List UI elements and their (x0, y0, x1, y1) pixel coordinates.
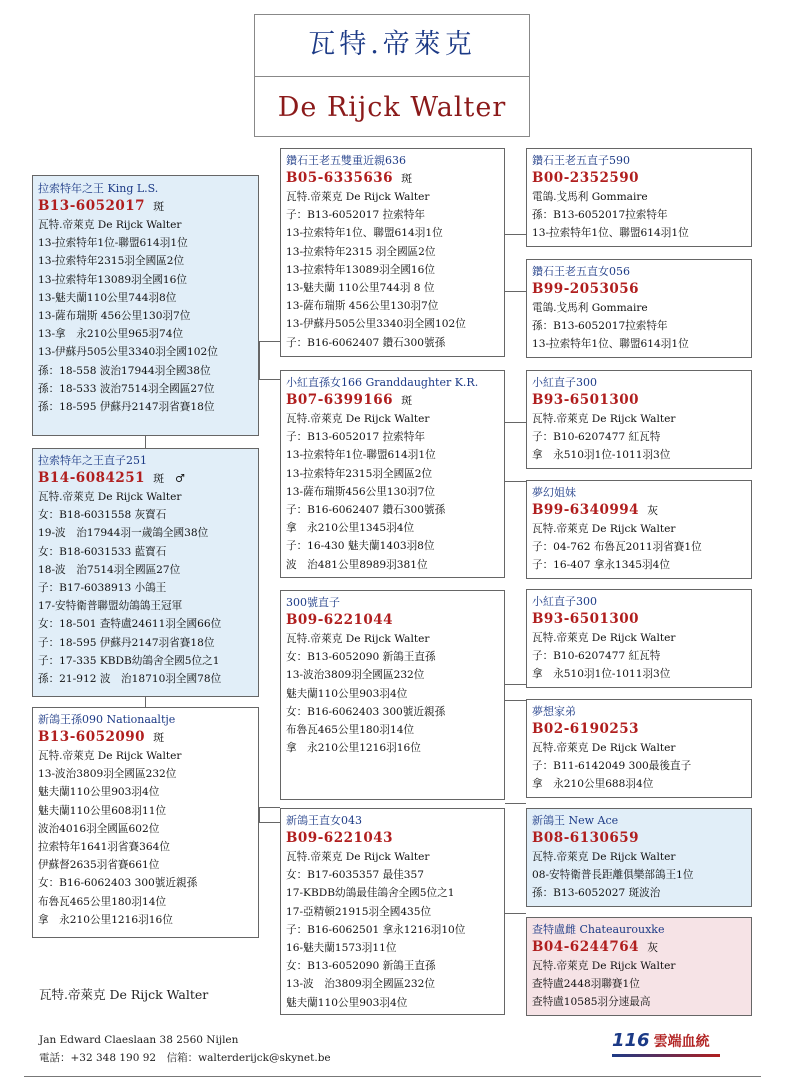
pigeon-title: 鑽石王老五雙重近親636 (286, 154, 406, 167)
color-tag: 斑 (153, 200, 165, 213)
result-line: 瓦特.帝萊克 De Rijck Walter (532, 960, 676, 972)
sss-box (526, 148, 752, 247)
pigeon-title: 新鴿王直女043 (286, 814, 362, 827)
result-line: 13-魅夫蘭 110公里744羽 8 位 (286, 282, 435, 295)
result-line: 子：B17-6038913 小鴿王 (38, 582, 167, 595)
result-line: 女：B17-6035357 最佳357 (286, 869, 424, 882)
ring-code: B04-6244764 (532, 939, 640, 955)
result-line: 孫：18-533 波治7514羽全國區27位 (38, 382, 215, 395)
connector-sire-sd (259, 341, 260, 379)
result-line: 孫：18-558 波治17944羽全國38位 (38, 364, 211, 377)
sire-dam-box (280, 370, 505, 578)
dam-dam-box (280, 808, 505, 1015)
result-line: 子：18-595 伊蘇丹2147羽省賽18位 (38, 636, 215, 649)
ring-number (38, 197, 253, 216)
ring-number (532, 938, 746, 957)
connector-dam-dd-h (259, 822, 280, 823)
result-line: 17-KBDB幼鴿最佳鴿舍全國5位之1 (286, 887, 455, 900)
result-line: 孫：B13-6052027 斑波治 (532, 887, 661, 900)
color-tag: 灰 (647, 504, 659, 517)
result-line: 女：18-501 查特盧24611羽全國66位 (38, 618, 222, 631)
result-line: 13-魅夫蘭110公里744羽8位 (38, 291, 177, 304)
result-line: 13-拉索特年13089羽全國16位 (286, 263, 435, 276)
ring-code: B08-6130659 (532, 830, 640, 846)
pigeon-title: 新鴿王 New Ace (532, 814, 619, 827)
result-line: 19-波 治17944羽一歲鴿全國38位 (38, 527, 209, 540)
result-line: 女：B16-6062403 300號近親孫 (38, 877, 198, 890)
result-line: 瓦特.帝萊克 De Rijck Walter (286, 191, 430, 203)
result-line: 女：B18-6031558 灰寶石 (38, 509, 167, 522)
ring-number (286, 611, 499, 630)
pigeon-title: 300號直子 (286, 596, 340, 609)
dss-box (526, 589, 752, 688)
result-line: 瓦特.帝萊克 De Rijck Walter (532, 742, 676, 754)
result-line: 17-安特衛普聯盟幼鴿鴿王冠軍 (38, 600, 183, 613)
result-line: 08-安特衛普長距離俱樂部鴿王1位 (532, 869, 694, 882)
result-line: 瓦特.帝萊克 De Rijck Walter (286, 413, 430, 425)
owner-name-cn: 瓦特.帝萊克 (255, 15, 529, 77)
result-line: 13-拉索特年1位、聯盟614羽1位 (286, 227, 443, 240)
ring-code: B02-6190253 (532, 721, 640, 737)
ring-number (532, 169, 746, 188)
ring-number (532, 610, 746, 629)
result-line: 拿 永510羽1位-1011羽3位 (532, 668, 671, 681)
logo-text: 雲端血統 (653, 1034, 710, 1050)
ring-code: B00-2352590 (532, 170, 640, 186)
ssd-box (526, 259, 752, 358)
pigeon-title: 新鴿王孫090 Nationaaltje (38, 713, 176, 726)
result-line: 13-伊蘇丹505公里3340羽全國102位 (286, 318, 466, 331)
result-line: 13-薩布瑞斯 456公里130羽7位 (286, 300, 439, 313)
dds-box (526, 808, 752, 907)
result-line: 孫：B13-6052017拉索特年 (532, 209, 668, 222)
pigeon-title: 拉索特年之王 King L.S. (38, 182, 159, 195)
result-line: 13-薩布瑞斯456公里130羽7位 (286, 485, 435, 498)
result-line: 女：B16-6062403 300號近親孫 (286, 705, 446, 718)
result-line: 子：B16-6062501 拿永1216羽10位 (286, 923, 466, 936)
result-line: 女：B13-6052090 新鴿王直孫 (286, 960, 436, 973)
ring-number (38, 728, 253, 747)
result-line: 13-拉索特年1位、聯盟614羽1位 (532, 227, 689, 240)
result-line: 查特盧2448羽聯賽1位 (532, 978, 640, 991)
signature: 瓦特.帝萊克 De Rijck Walter (39, 987, 209, 1002)
result-line: 16-魅夫蘭1573羽11位 (286, 942, 397, 955)
result-line: 子：B13-6052017 拉索特年 (286, 431, 425, 444)
connector-dam-ds (259, 807, 280, 808)
result-line: 13-伊蘇丹505公里3340羽全國102位 (38, 346, 218, 359)
result-line: 波治4016羽全國區602位 (38, 822, 160, 835)
result-line: 孫：21-912 波 治18710羽全國78位 (38, 673, 222, 686)
result-line: 拿 永210公里688羽4位 (532, 778, 654, 791)
result-line: 女：B18-6031533 藍寶石 (38, 545, 167, 558)
result-line: 子：16-407 拿永1345羽4位 (532, 559, 670, 572)
result-line: 瓦特.帝萊克 De Rijck Walter (38, 219, 182, 231)
pigeon-title: 拉索特年之王直子251 (38, 454, 147, 467)
ring-code: B14-6084251 (38, 470, 146, 486)
result-line: 瓦特.帝萊克 De Rijck Walter (286, 633, 430, 645)
result-line: 13-薩布瑞斯 456公里130羽7位 (38, 310, 191, 323)
sds-box (526, 370, 752, 469)
result-line: 布魯瓦465公里180羽14位 (286, 724, 415, 737)
ring-number (532, 391, 746, 410)
connector-ds-dsd (505, 700, 526, 701)
result-line: 子：B10-6207477 紅瓦特 (532, 431, 661, 444)
connector-sd-sdd (505, 481, 526, 482)
result-line: 魅夫蘭110公里903羽4位 (286, 996, 408, 1009)
connector-dd-dds (505, 803, 526, 804)
ring-number (532, 829, 746, 848)
connector-subject-dam (145, 697, 146, 707)
color-tag: 斑 (401, 394, 413, 407)
connector-ss-sss (505, 234, 526, 235)
ring-number (286, 169, 499, 188)
ring-number (38, 469, 253, 488)
result-line: 拉索特年1641羽省賽364位 (38, 841, 170, 854)
result-line: 瓦特.帝萊克 De Rijck Walter (532, 523, 676, 535)
result-line: 伊蘇督2635羽省賽661位 (38, 859, 160, 872)
result-line: 17-亞精頓21915羽全國435位 (286, 905, 432, 918)
sdd-box (526, 480, 752, 579)
connector-dd-ddd (505, 913, 526, 914)
contact-info: 電話：+32 348 190 92 信箱：walterderijck@skynet.be (39, 1052, 331, 1064)
result-line: 13-拉索特年2315羽全國區2位 (286, 467, 433, 480)
result-line: 瓦特.帝萊克 De Rijck Walter (532, 851, 676, 863)
result-line: 瓦特.帝萊克 De Rijck Walter (38, 750, 182, 762)
ring-number (286, 391, 499, 410)
pigeon-title: 小紅直孫女166 Granddaughter K.R. (286, 376, 479, 389)
result-line: 子：B11-6142049 300最後直子 (532, 760, 692, 773)
ring-code: B09-6221043 (286, 830, 394, 846)
pedigree-header (254, 14, 530, 137)
result-line: 13-波治3809羽全國區232位 (286, 669, 425, 682)
ring-number (532, 280, 746, 299)
pigeon-title: 查特盧雌 Chateaurouxke (532, 923, 665, 936)
result-line: 18-波 治7514羽全國區27位 (38, 563, 181, 576)
result-line: 魅夫蘭110公里608羽11位 (38, 804, 167, 817)
connector-sd-sds (505, 422, 526, 423)
dsd-box (526, 699, 752, 798)
result-line: 瓦特.帝萊克 De Rijck Walter (38, 491, 182, 503)
result-line: 子：B16-6062407 鑽石300號孫 (286, 336, 446, 349)
color-tag: 斑 (401, 172, 413, 185)
result-line: 13-拉索特年1位、聯盟614羽1位 (532, 338, 689, 351)
color-tag: 斑 (153, 731, 165, 744)
ring-code: B99-2053056 (532, 281, 640, 297)
address: Jan Edward Claeslaan 38 2560 Nijlen (39, 1034, 239, 1046)
ring-number (532, 720, 746, 739)
logo (612, 1030, 727, 1060)
result-line: 查特盧10585羽分速最高 (532, 996, 651, 1009)
ring-code: B05-6335636 (286, 170, 394, 186)
pigeon-title: 鑽石王老五直子590 (532, 154, 630, 167)
result-line: 魅夫蘭110公里903羽4位 (286, 687, 408, 700)
result-line: 13-拉索特年2315 羽全國區2位 (286, 245, 436, 258)
ring-code: B93-6501300 (532, 611, 640, 627)
footer-divider (24, 1076, 761, 1077)
result-line: 子：B10-6207477 紅瓦特 (532, 650, 661, 663)
ring-code: B99-6340994 (532, 502, 640, 518)
pigeon-title: 小紅直子300 (532, 376, 597, 389)
ring-number (286, 829, 499, 848)
result-line: 瓦特.帝萊克 De Rijck Walter (286, 851, 430, 863)
connector-sire-sd-h (259, 379, 280, 380)
pigeon-title: 夢想家弟 (532, 705, 576, 718)
ring-code: B13-6052017 (38, 198, 146, 214)
result-line: 拿 永210公里1216羽16位 (286, 742, 421, 755)
ring-code: B09-6221044 (286, 612, 394, 628)
connector-ds-dss (505, 684, 526, 685)
result-line: 子：17-335 KBDB幼鴿舍全國5位之1 (38, 654, 220, 667)
ring-code: B07-6399166 (286, 392, 394, 408)
connector-sire-ss (259, 341, 280, 342)
result-line: 拿 永510羽1位-1011羽3位 (532, 449, 671, 462)
result-line: 女：B13-6052090 新鴿王直孫 (286, 651, 436, 664)
connector-dam-dd-v (259, 807, 260, 823)
result-line: 13-拉索特年13089羽全國16位 (38, 273, 187, 286)
result-line: 拿 永210公里1216羽16位 (38, 913, 173, 926)
result-line: 子：16-430 魅夫蘭1403羽8位 (286, 540, 435, 553)
result-line: 孫：B13-6052017拉索特年 (532, 320, 668, 333)
connector-sire-subject (145, 436, 146, 448)
result-line: 孫：18-595 伊蘇丹2147羽省賽18位 (38, 401, 215, 414)
color-tag: 灰 (647, 941, 659, 954)
result-line: 13-波治3809羽全國區232位 (38, 768, 177, 781)
pigeon-title: 小紅直子300 (532, 595, 597, 608)
pigeon-title: 夢幻姐妹 (532, 486, 576, 499)
sire-box (32, 175, 259, 436)
result-line: 拿 永210公里1345羽4位 (286, 522, 415, 535)
ring-code: B13-6052090 (38, 729, 146, 745)
dam-sire-box (280, 590, 505, 800)
logo-number: 116 (612, 1030, 650, 1051)
result-line: 13-拉索特年1位-聯盟614羽1位 (286, 449, 436, 462)
ring-code: B93-6501300 (532, 392, 640, 408)
owner-name-en: De Rijck Walter (277, 92, 507, 123)
subject-box (32, 448, 259, 697)
result-line: 13-拉索特年2315羽全國區2位 (38, 255, 185, 268)
result-line: 波 治481公里8989羽381位 (286, 558, 428, 571)
pigeon-title: 鑽石王老五直女056 (532, 265, 630, 278)
result-line: 瓦特.帝萊克 De Rijck Walter (532, 632, 676, 644)
result-line: 子：04-762 布魯瓦2011羽省賽1位 (532, 541, 702, 554)
result-line: 電鴿.戈馬利 Gommaire (532, 191, 648, 203)
result-line: 電鴿.戈馬利 Gommaire (532, 302, 648, 314)
result-line: 瓦特.帝萊克 De Rijck Walter (532, 413, 676, 425)
result-line: 子：B16-6062407 鑽石300號孫 (286, 504, 446, 517)
result-line: 布魯瓦465公里180羽14位 (38, 895, 167, 908)
sire-sire-box (280, 148, 505, 357)
result-line: 13-波 治3809羽全國區232位 (286, 978, 435, 991)
result-line: 子：B13-6052017 拉索特年 (286, 209, 425, 222)
dam-box (32, 707, 259, 938)
ring-number (532, 501, 746, 520)
logo-underline (612, 1054, 720, 1057)
result-line: 魅夫蘭110公里903羽4位 (38, 786, 160, 799)
result-line: 13-拿 永210公里965羽74位 (38, 328, 184, 341)
ddd-box (526, 917, 752, 1016)
color-tag: 斑 ♂ (153, 472, 185, 485)
connector-ss-ssd (505, 291, 526, 292)
result-line: 13-拉索特年1位-聯盟614羽1位 (38, 237, 188, 250)
